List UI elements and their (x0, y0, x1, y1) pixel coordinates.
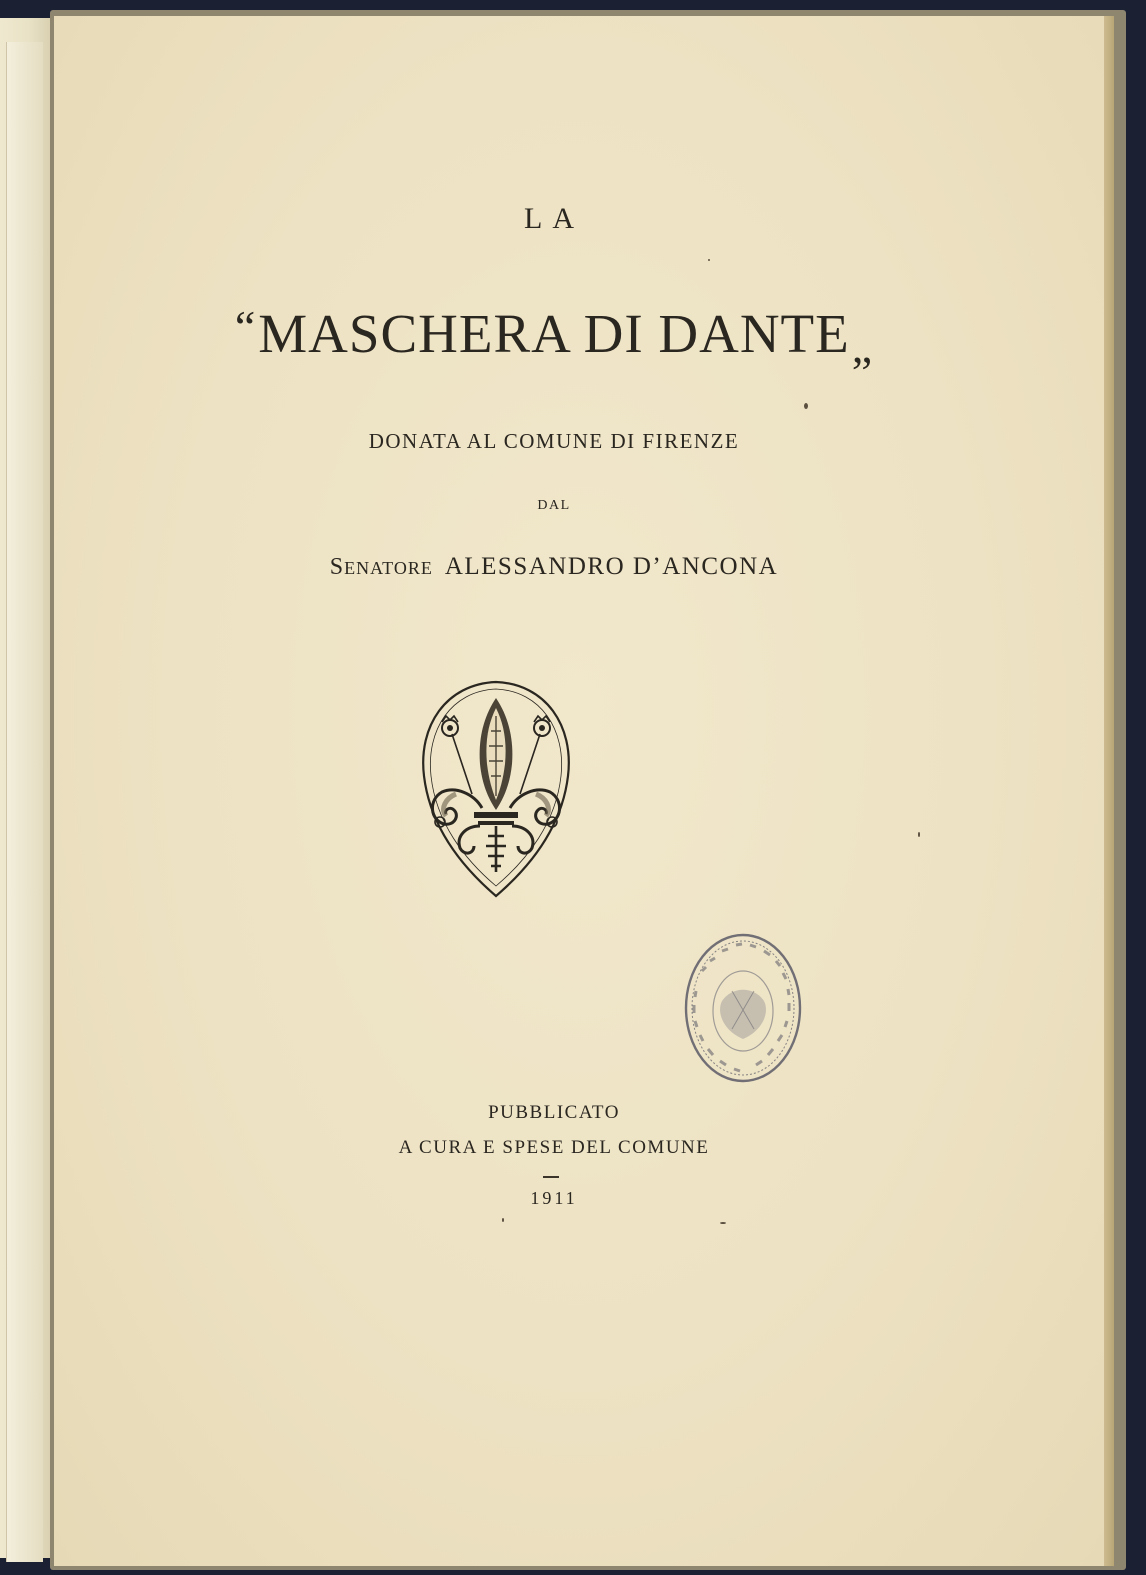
author-line (54, 553, 1054, 581)
title-article: LA (524, 202, 584, 235)
author-honorific-initial: S (329, 554, 345, 580)
main-title-text: MASCHERA DI DANTE (258, 303, 850, 364)
page-edge (1104, 16, 1114, 1566)
publication-year: 1911 (530, 1188, 578, 1208)
close-quote: „ (851, 321, 874, 372)
author-honorific-rest: ENATORE (344, 558, 433, 578)
paper-speck (502, 1218, 504, 1222)
previous-leaf-paper (6, 42, 43, 1562)
paper-speck (918, 832, 920, 837)
publication-line-2: A CURA E SPESE DEL COMUNE (398, 1137, 710, 1158)
paper-speck (720, 1222, 726, 1224)
subtitle: DONATA AL COMUNE DI FIRENZE (368, 429, 740, 453)
publication-line-1: PUBBLICATO (488, 1102, 620, 1123)
paper-speck (708, 259, 710, 261)
author-name: ALESSANDRO D’ANCONA (444, 553, 779, 580)
paper-speck (804, 403, 808, 409)
year-rule (543, 1176, 559, 1178)
title-page (54, 16, 1114, 1566)
author-honorific (329, 554, 433, 580)
florentine-giglio-emblem-icon (416, 676, 576, 901)
by-line: DAL (537, 498, 571, 513)
previous-leaf-edge (0, 18, 53, 1558)
library-stamp-icon (682, 931, 804, 1086)
open-quote: “ (234, 301, 257, 352)
main-title (54, 301, 1054, 372)
